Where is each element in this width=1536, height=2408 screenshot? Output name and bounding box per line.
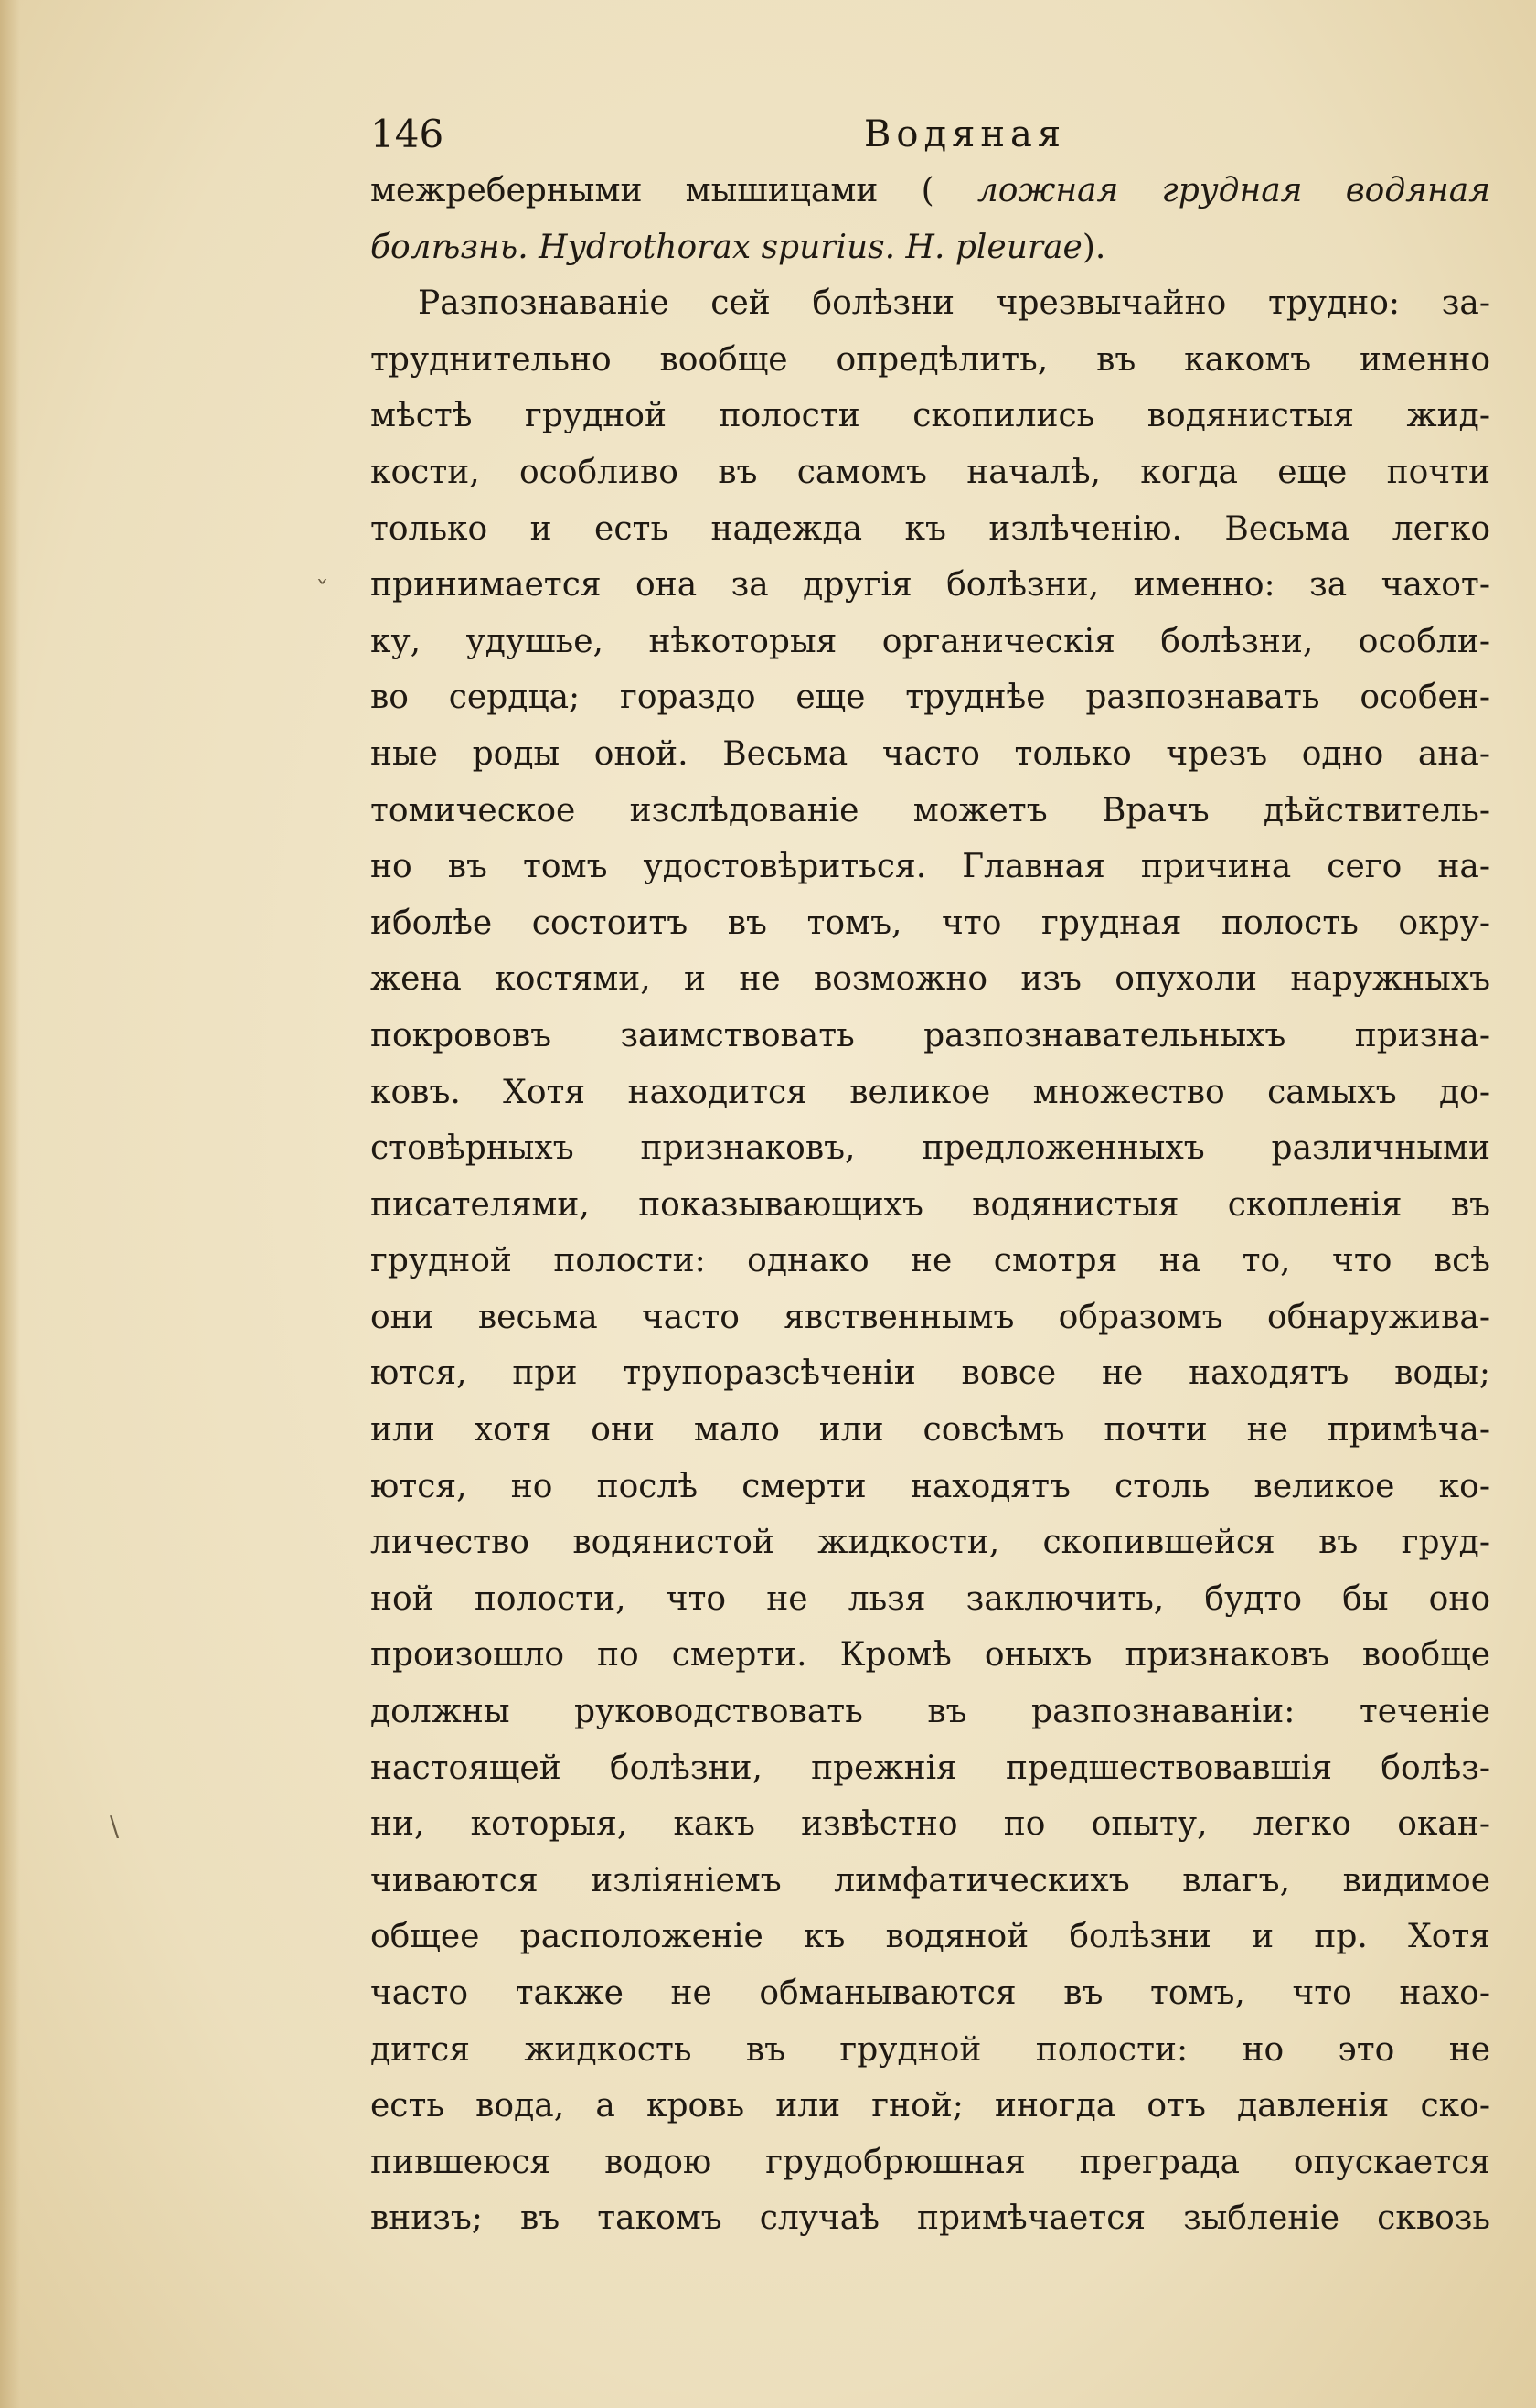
paragraph-2-line: ные роды оной. Весьма часто только чрезъ одно ана- (370, 734, 1490, 773)
paragraph-2-line: иболѣе состоитъ въ томъ, что грудная полость окру- (370, 904, 1490, 942)
paragraph-2-line: дится жидкость въ грудной полости: но это не (370, 2030, 1490, 2069)
text-italic: ложная грудная водяная (976, 172, 1490, 209)
page-number: 146 (370, 112, 444, 156)
paragraph-2-line: общее расположенiе къ водяной болѣзни и пр. Хотя (370, 1918, 1490, 1956)
margin-speck: \ (110, 1811, 120, 1843)
paragraph-2-line: пившеюся водою грудобрюшная преграда опускается (370, 2143, 1490, 2181)
paragraph-2-line: принимается она за другiя болѣзни, именно: за чахот- (370, 566, 1490, 605)
paragraph-2-line: грудной полости: однако не смотря на то, что всѣ (370, 1242, 1490, 1280)
paragraph-2-line: произошло по смерти. Кромѣ оныхъ признаковъ вообще (370, 1636, 1490, 1675)
paragraph-2-line: но въ томъ удостовѣриться. Главная причина сего на- (370, 848, 1490, 886)
text-italic: болѣзнь. Hydrothorax spurius. H. pleurae (370, 228, 1083, 266)
paragraph-2-line: труднительно вообще опредѣлить, въ какомъ именно (370, 340, 1490, 379)
body-text (370, 163, 1490, 2247)
paragraph-2-line: внизъ; въ такомъ случаѣ примѣчается зыбленiе сквозь (370, 2199, 1490, 2238)
paragraph-2-line: только и есть надежда къ излѣченiю. Весьма легко (370, 509, 1490, 548)
paragraph-2-line: жена костями, и не возможно изъ опухоли наружныхъ (370, 960, 1490, 999)
paragraph-2-line: мѣстѣ грудной полости скопились водянистыя жид- (370, 397, 1490, 435)
paragraph-2-line: томическое изслѣдованiе можетъ Врачъ дѣйствитель- (370, 791, 1490, 829)
text-normal: межреберными мышицами ( (370, 172, 934, 209)
paragraph-2-line: есть вода, а кровь или гной; иногда отъ давленiя ско- (370, 2087, 1490, 2125)
paragraph-2-line: они весьма часто явственнымъ образомъ обнаружива- (370, 1298, 1490, 1336)
paragraph-2-line: настоящей болѣзни, прежнiя предшествовавшiя болѣз- (370, 1749, 1490, 1787)
paragraph-2-line: во сердца; гораздо еще труднѣе разпознавать особен- (370, 679, 1490, 717)
paragraph-2-line: чиваются излiянiемъ лимфатическихъ влагъ, видимое (370, 1861, 1490, 1900)
paragraph-2-line: ни, которыя, какъ извѣстно по опыту, легко окан- (370, 1805, 1490, 1844)
paragraph-2-line: ковъ. Хотя находится великое множество самыхъ до- (370, 1073, 1490, 1111)
paragraph-2 (370, 275, 1490, 2247)
paragraph-2-line: личество водянистой жидкости, скопившейся въ груд- (370, 1524, 1490, 1562)
paragraph-2-line: стовѣрныхъ признаковъ, предложенныхъ различными (370, 1129, 1490, 1168)
paragraph-2-line: Разпознаванiе сей болѣзни чрезвычайно трудно: за- (418, 284, 1490, 323)
paragraph-2-line: писателями, показывающихъ водянистыя скопленiя въ (370, 1185, 1490, 1224)
paragraph-1-line-2 (370, 219, 1490, 276)
page-gutter-shadow (0, 0, 20, 2408)
page-header (370, 102, 1495, 166)
paragraph-2-line: или хотя они мало или совсѣмъ почти не примѣча- (370, 1411, 1490, 1450)
paragraph-2-line: должны руководствовать въ разпознаванiи: теченiе (370, 1693, 1490, 1731)
paragraph-2-line: ются, при трупоразсѣченiи вовсе не находятъ воды; (370, 1354, 1490, 1393)
paragraph-2-line: покрововъ заимствовать разпознавательныхъ призна- (370, 1016, 1490, 1054)
paragraph-1-line-1 (370, 163, 1490, 219)
paragraph-2-line: ку, удушье, нѣкоторыя органическiя болѣзни, особли- (370, 622, 1490, 660)
paragraph-2-line: ются, но послѣ смерти находятъ столь великое ко- (370, 1467, 1490, 1505)
margin-speck: ˇ (315, 576, 329, 608)
text-normal: ). (1082, 228, 1106, 266)
paragraph-2-line: ной полости, что не льзя заключить, будто бы оно (370, 1579, 1490, 1618)
paragraph-2-line: часто также не обманываются въ томъ, что нахо- (370, 1975, 1490, 2012)
paragraph-2-line: кости, особливо въ самомъ началѣ, когда еще почти (370, 453, 1490, 491)
running-title: Водяная (864, 113, 1067, 155)
